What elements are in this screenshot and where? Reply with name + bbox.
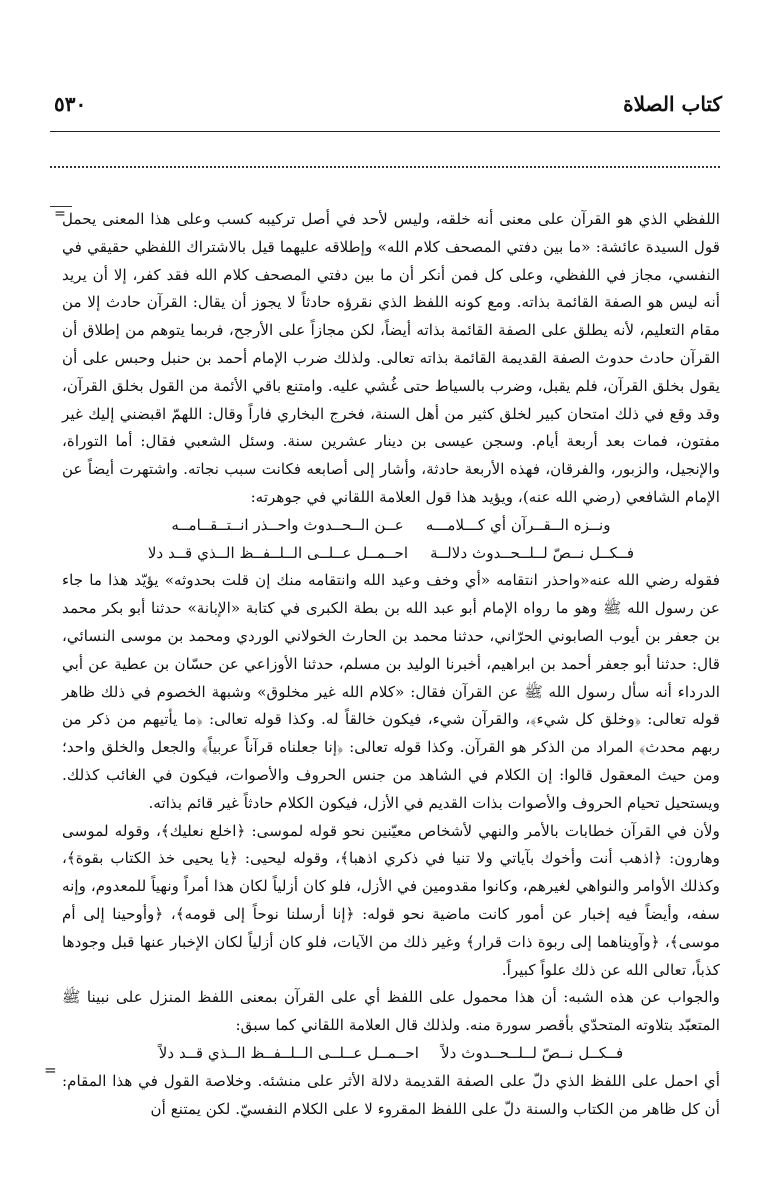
verse-hemistich: فــكــل نــصّ لــلــحــدوث دلاً [440, 1043, 624, 1062]
paragraph-5: أي احمل على اللفظ الذي دلّ على الصفة القديمة دلالة الأثر على منشئه. وخلاصة القول في هذا المقام: أن كل ظاهر من الكتاب والسنة دلّ على اللفظ المقروء لا على الكلام النفسيّ. لكن يمتنع أن [62, 1071, 720, 1118]
header-rule [50, 131, 720, 132]
paragraph-3: ولأن في القرآن خطابات بالأمر والنهي لأشخاص معيّنين نحو قوله لموسى: ﴿اخلع نعليك﴾، وقوله لموسى وهارون: ﴿اذهب أنت وأخوك بآياتي ولا تنيا في ذكري اذهبا﴾، وقوله ليحيى: ﴿يا يحيى خذ الكتاب بقوة﴾، وكذلك الأوامر والنواهي لغيرهم، وكانوا مقدومين في الأزل، فلو كان أزلياً لكان هذا أمراً ونهياً للمعدوم، وإنه سفه، وأيضاً فيه إخبار عن أمور كانت ماضية نحو قوله: ﴿إنا أرسلنا نوحاً إلى قومه﴾، ﴿وأوحينا إلى أم موسى﴾، ﴿وآويناهما إلى ربوة ذات قرار﴾ وغير ذلك من الآيات، فلو كان أزلياً لكان الإخبار عنها قبل وجودها كذباً، تعالى الله عن ذلك علواً كبيراً. [62, 821, 720, 979]
paragraph-4: والجواب عن هذه الشبه: أن هذا محمول على اللفظ أي على القرآن بمعنى اللفظ المنزل على نبينا ﷺ المتعبّد بتلاوته المتحدّي بأقصر سورة منه. ولذلك قال العلامة اللقاني كما سبق: [62, 988, 720, 1035]
verse-hemistich: عــن الــحــدوث واحــذر انــتــقــامــه [171, 515, 404, 534]
page-number: ٥٣٠ [54, 92, 87, 116]
footnote-body [62, 206, 720, 1123]
verse-hemistich: ونــزه الــقــرآن أي كـــلامـــه [425, 515, 611, 534]
verse-hemistich: احــمــل عــلــى الــلــفــظ الــذي قــد دلا [147, 543, 409, 562]
verse-line-2 [62, 540, 720, 568]
continuation-mark-bottom: = [44, 1061, 57, 1079]
verse-hemistich: احــمــل عــلــى الــلــفــظ الــذي قــد دلاً [158, 1043, 419, 1062]
paragraph-1: اللفظي الذي هو القرآن على معنى أنه خلقه، وليس لأحد في أصل تركيبه كسب وعلى هذا المعنى يحمل قول السيدة عائشة: «ما بين دفتي المصحف كلام الله» وإطلاقه عليهما قيل بالاشتراك اللفظي حقيقي في النفسي، مجاز في اللفظي، وعلى كل فمن أنكر أن ما بين دفتي المصحف كلام الله فقد كفر، إلا أن يريد أنه ليس هو الصفة القائمة بذاته. ومع كونه اللفظ الذي نقرؤه حادثاً لا يجوز أن يقال: القرآن حادث إلا من مقام التعليم، لأنه يطلق على الصفة القائمة بذاته أيضاً، لكن مجازاً على الأرجح، فربما يتوهم من إطلاق أن القرآن حادث حدوث الصفة القديمة القائمة بذاته تعالى. ولذلك ضرب الإمام أحمد بن حنبل وحبس على أن يقول بخلق القرآن، فلم يقبل، وضرب بالسياط حتى غُشي عليه. وامتنع باقي الأئمة من القول بخلق القرآن، وقد وقع في ذلك امتحان كبير لخلق كثير من أهل السنة، فخرج البخاري فاراً وقال: اللهمّ اقبضني إليك غير مفتون، فمات بعد أربعة أيام. وسجن عيسى بن دينار عشرين سنة. وسئل الشعبي فقال: أما التوراة، والإنجيل، والزبور، والفرقان، فهذه الأربعة حادثة، وأشار إلى أصابعه فكانت سبب نجاته. واشتهرت أيضاً عن الإمام الشافعي (رضي الله عنه)، ويؤيد هذا قول العلامة اللقاني في جوهرته: [62, 210, 720, 506]
verse-line-3 [62, 1040, 720, 1068]
verse-line-1 [62, 512, 720, 540]
dotted-separator [50, 166, 720, 168]
verse-hemistich: فــكــل نــصّ لــلــحــدوث دلالــة [430, 543, 635, 562]
continuation-mark-top: = [54, 206, 66, 222]
paragraph-2: فقوله رضي الله عنه«واحذر انتقامه «أي وخف وعيد الله وانتقامه منك إن قلت بحدوثه» يؤيّد هذا ما جاء عن رسول الله ﷺ وهو ما رواه الإمام أبو عبد الله بن بطة الكبرى في كتابة «الإبانة» حدثنا أبو بكر محمد بن جعفر بن أيوب الصابوني الحرّاني، حدثنا محمد بن الحارث الخولاني الوردي ومحمد بن موسى النسائي، قال: حدثنا أبو جعفر أحمد بن ابراهيم، أخبرنا الوليد بن مسلم، حدثنا الأوزاعي عن حسّان بن عطية عن أبي الدرداء أنه سأل رسول الله ﷺ عن القرآن فقال: «كلام الله غير مخلوق» وشبهة الخصوم في ذلك ظاهر قوله تعالى: ﴿وخلق كل شيء﴾، والقرآن شيء، فيكون خالقاً له. وكذا قوله تعالى: ﴿ما يأتيهم من ذكر من ربهم محدث﴾ المراد من الذكر هو القرآن. وكذا قوله تعالى: ﴿إنا جعلناه قرآناً عربياً﴾ والجعل والخلق واحد؛ ومن حيث المعقول قالوا: إن الكلام في الشاهد من جنس الحروف والأصوات، فيكون في الغائب كذلك. ويستحيل تحيام الحروف والأصوات بذات القديم في الأزل، فيكون الكلام حادثاً غير قائم بذاته. [62, 571, 720, 812]
running-header-title: كتاب الصلاة [623, 92, 722, 116]
